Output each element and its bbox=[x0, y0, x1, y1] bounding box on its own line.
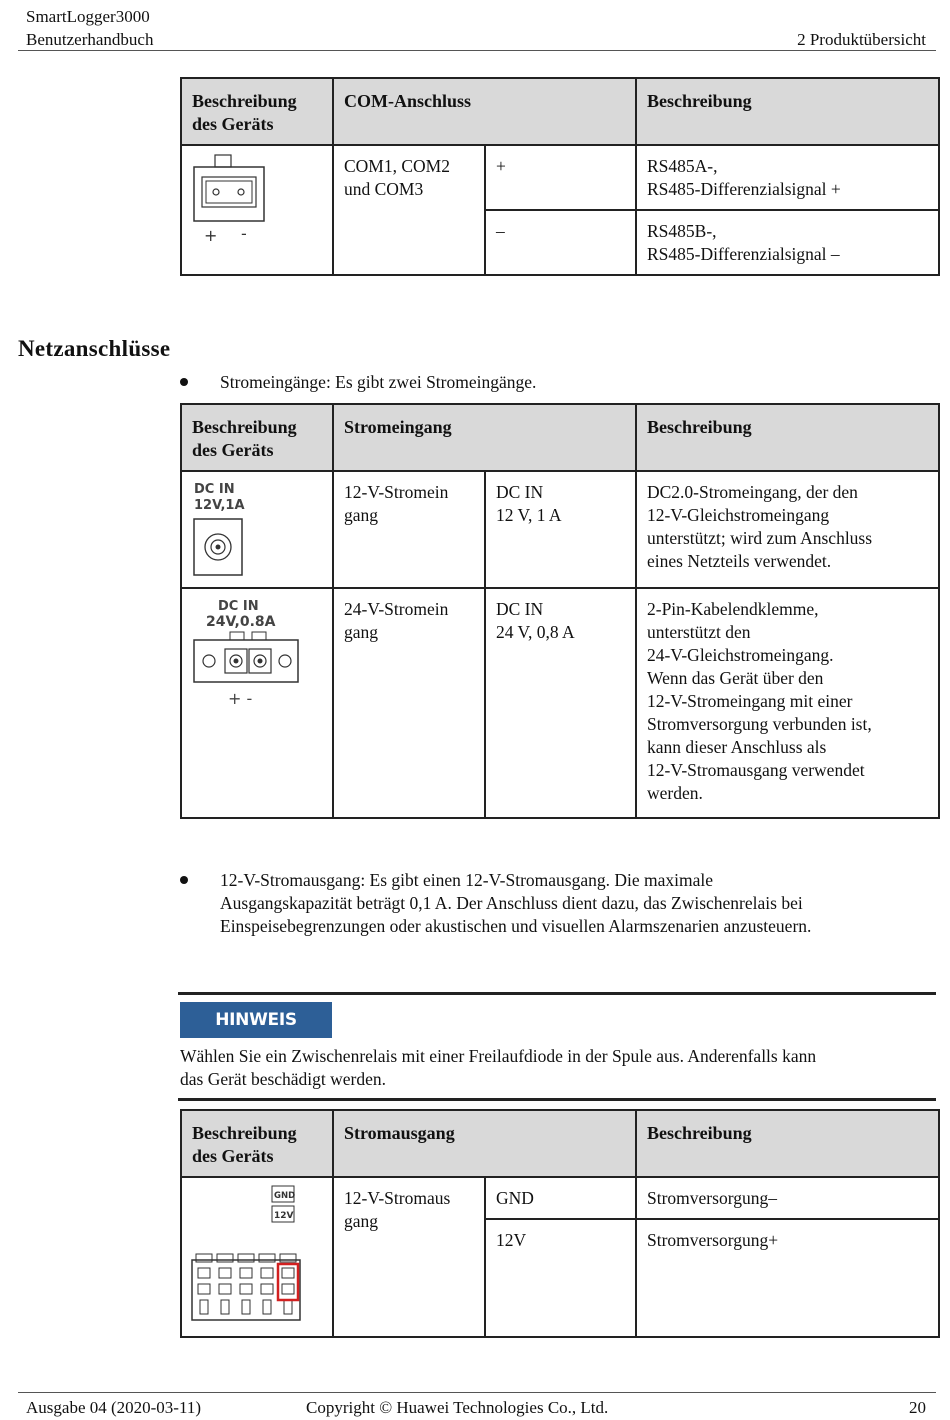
header-cell-desc: Beschreibung bbox=[636, 78, 939, 145]
com-port-table bbox=[180, 77, 940, 276]
device-label: DC IN bbox=[194, 482, 235, 497]
gnd-label: GND bbox=[274, 1191, 296, 1201]
header-rule bbox=[18, 50, 936, 51]
bullet-icon bbox=[180, 378, 188, 386]
header-cell-output: Stromausgang bbox=[333, 1110, 636, 1177]
footer-rule bbox=[18, 1392, 936, 1393]
plus-label: + bbox=[204, 226, 218, 245]
header-cell-device: Beschreibung des Geräts bbox=[181, 78, 333, 145]
footer-copyright: Copyright © Huawei Technologies Co., Ltd. bbox=[306, 1398, 609, 1417]
pin-cell: GND bbox=[485, 1177, 636, 1219]
table-row bbox=[181, 1177, 939, 1219]
table-row bbox=[181, 471, 939, 588]
device-label: 24V,0.8A bbox=[206, 614, 276, 630]
signal-cell: + bbox=[485, 145, 636, 210]
table-header-row bbox=[181, 1110, 939, 1177]
header-cell-desc: Beschreibung bbox=[636, 1110, 939, 1177]
minus-label: - bbox=[241, 224, 247, 243]
table-header-row bbox=[181, 404, 939, 471]
bullet-text-power-inputs: Stromeingänge: Es gibt zwei Stromeingänge. bbox=[220, 372, 537, 392]
header-cell-device: Beschreibung des Geräts bbox=[181, 1110, 333, 1177]
note-bottom-rule bbox=[178, 1098, 936, 1101]
bullet-text-power-output: 12-V-Stromausgang: Es gibt einen 12-V-Stromausgang. Die maximale Ausgangskapazität beträgt 0,1 A. Der Anschluss dient dazu, das Zwischenrelais bei Einspeisebegrenzungen oder akustischen und visuellen Alarmszenarien anzusteuern. bbox=[220, 870, 812, 936]
footer-edition: Ausgabe 04 (2020-03-11) bbox=[26, 1398, 201, 1417]
highlight-box bbox=[278, 1264, 298, 1300]
header-chapter: 2 Produktübersicht bbox=[797, 30, 926, 49]
input-name-cell: 24-V-Stromein gang bbox=[333, 588, 485, 818]
signal-cell: – bbox=[485, 210, 636, 275]
input-name-cell: 12-V-Stromein gang bbox=[333, 471, 485, 588]
table-row bbox=[181, 588, 939, 818]
device-pins-label: + - bbox=[228, 689, 253, 708]
device-label: 12V,1A bbox=[194, 498, 245, 513]
note-text: Wählen Sie ein Zwischenrelais mit einer Freilaufdiode in der Spule aus. Anderenfalls kann das Gerät beschädigt werden. bbox=[180, 1046, 817, 1089]
power-input-table bbox=[180, 403, 940, 819]
device-label: DC IN bbox=[218, 599, 259, 614]
table-header-row bbox=[181, 78, 939, 145]
pin-desc-cell: Stromversorgung+ bbox=[636, 1219, 939, 1337]
header-cell-input: Stromeingang bbox=[333, 404, 636, 471]
input-spec-cell: DC IN 24 V, 0,8 A bbox=[485, 588, 636, 818]
device-cell bbox=[181, 471, 333, 588]
terminal-block-icon bbox=[190, 1182, 302, 1328]
input-spec-cell: DC IN 12 V, 1 A bbox=[485, 471, 636, 588]
header-cell-desc: Beschreibung bbox=[636, 404, 939, 471]
dc-jack-12v-icon bbox=[192, 479, 252, 579]
header-doc-title: Benutzerhandbuch bbox=[26, 30, 154, 49]
footer-page-number: 20 bbox=[909, 1398, 926, 1417]
signal-desc-cell: RS485A-, RS485-Differenzialsignal + bbox=[636, 145, 939, 210]
section-title: Netzanschlüsse bbox=[18, 336, 171, 361]
input-desc-cell: DC2.0-Stromeingang, der den 12-V-Gleichstromeingang unterstützt; wird zum Anschluss eines Netzteils verwendet. bbox=[636, 471, 939, 588]
bullet-icon bbox=[180, 876, 188, 884]
power-output-table bbox=[180, 1109, 940, 1338]
table-row bbox=[181, 145, 939, 210]
pin-desc-cell: Stromversorgung– bbox=[636, 1177, 939, 1219]
note-top-rule bbox=[178, 992, 936, 995]
signal-desc-cell: RS485B-, RS485-Differenzialsignal – bbox=[636, 210, 939, 275]
device-cell bbox=[181, 145, 333, 275]
header-product: SmartLogger3000 bbox=[26, 7, 150, 26]
input-desc-cell: 2-Pin-Kabelendklemme, unterstützt den 24-V-Gleichstromeingang. Wenn das Gerät über den 12-V-Stromeingang mit einer Stromversorgung verbunden ist, kann dieser Anschluss als 12-V-Stromausgang verwendet werden. bbox=[636, 588, 939, 818]
output-name-cell: 12-V-Stromaus gang bbox=[333, 1177, 485, 1337]
com-connector-icon bbox=[192, 153, 266, 245]
12v-label: 12V bbox=[274, 1211, 294, 1221]
header-cell-device: Beschreibung des Geräts bbox=[181, 404, 333, 471]
pin-cell: 12V bbox=[485, 1219, 636, 1337]
device-cell bbox=[181, 588, 333, 818]
com-port-name-cell: COM1, COM2 und COM3 bbox=[333, 145, 485, 275]
device-cell bbox=[181, 1177, 333, 1337]
header-cell-com: COM-Anschluss bbox=[333, 78, 636, 145]
note-badge: HINWEIS bbox=[180, 1002, 332, 1038]
terminal-24v-icon bbox=[192, 596, 302, 708]
